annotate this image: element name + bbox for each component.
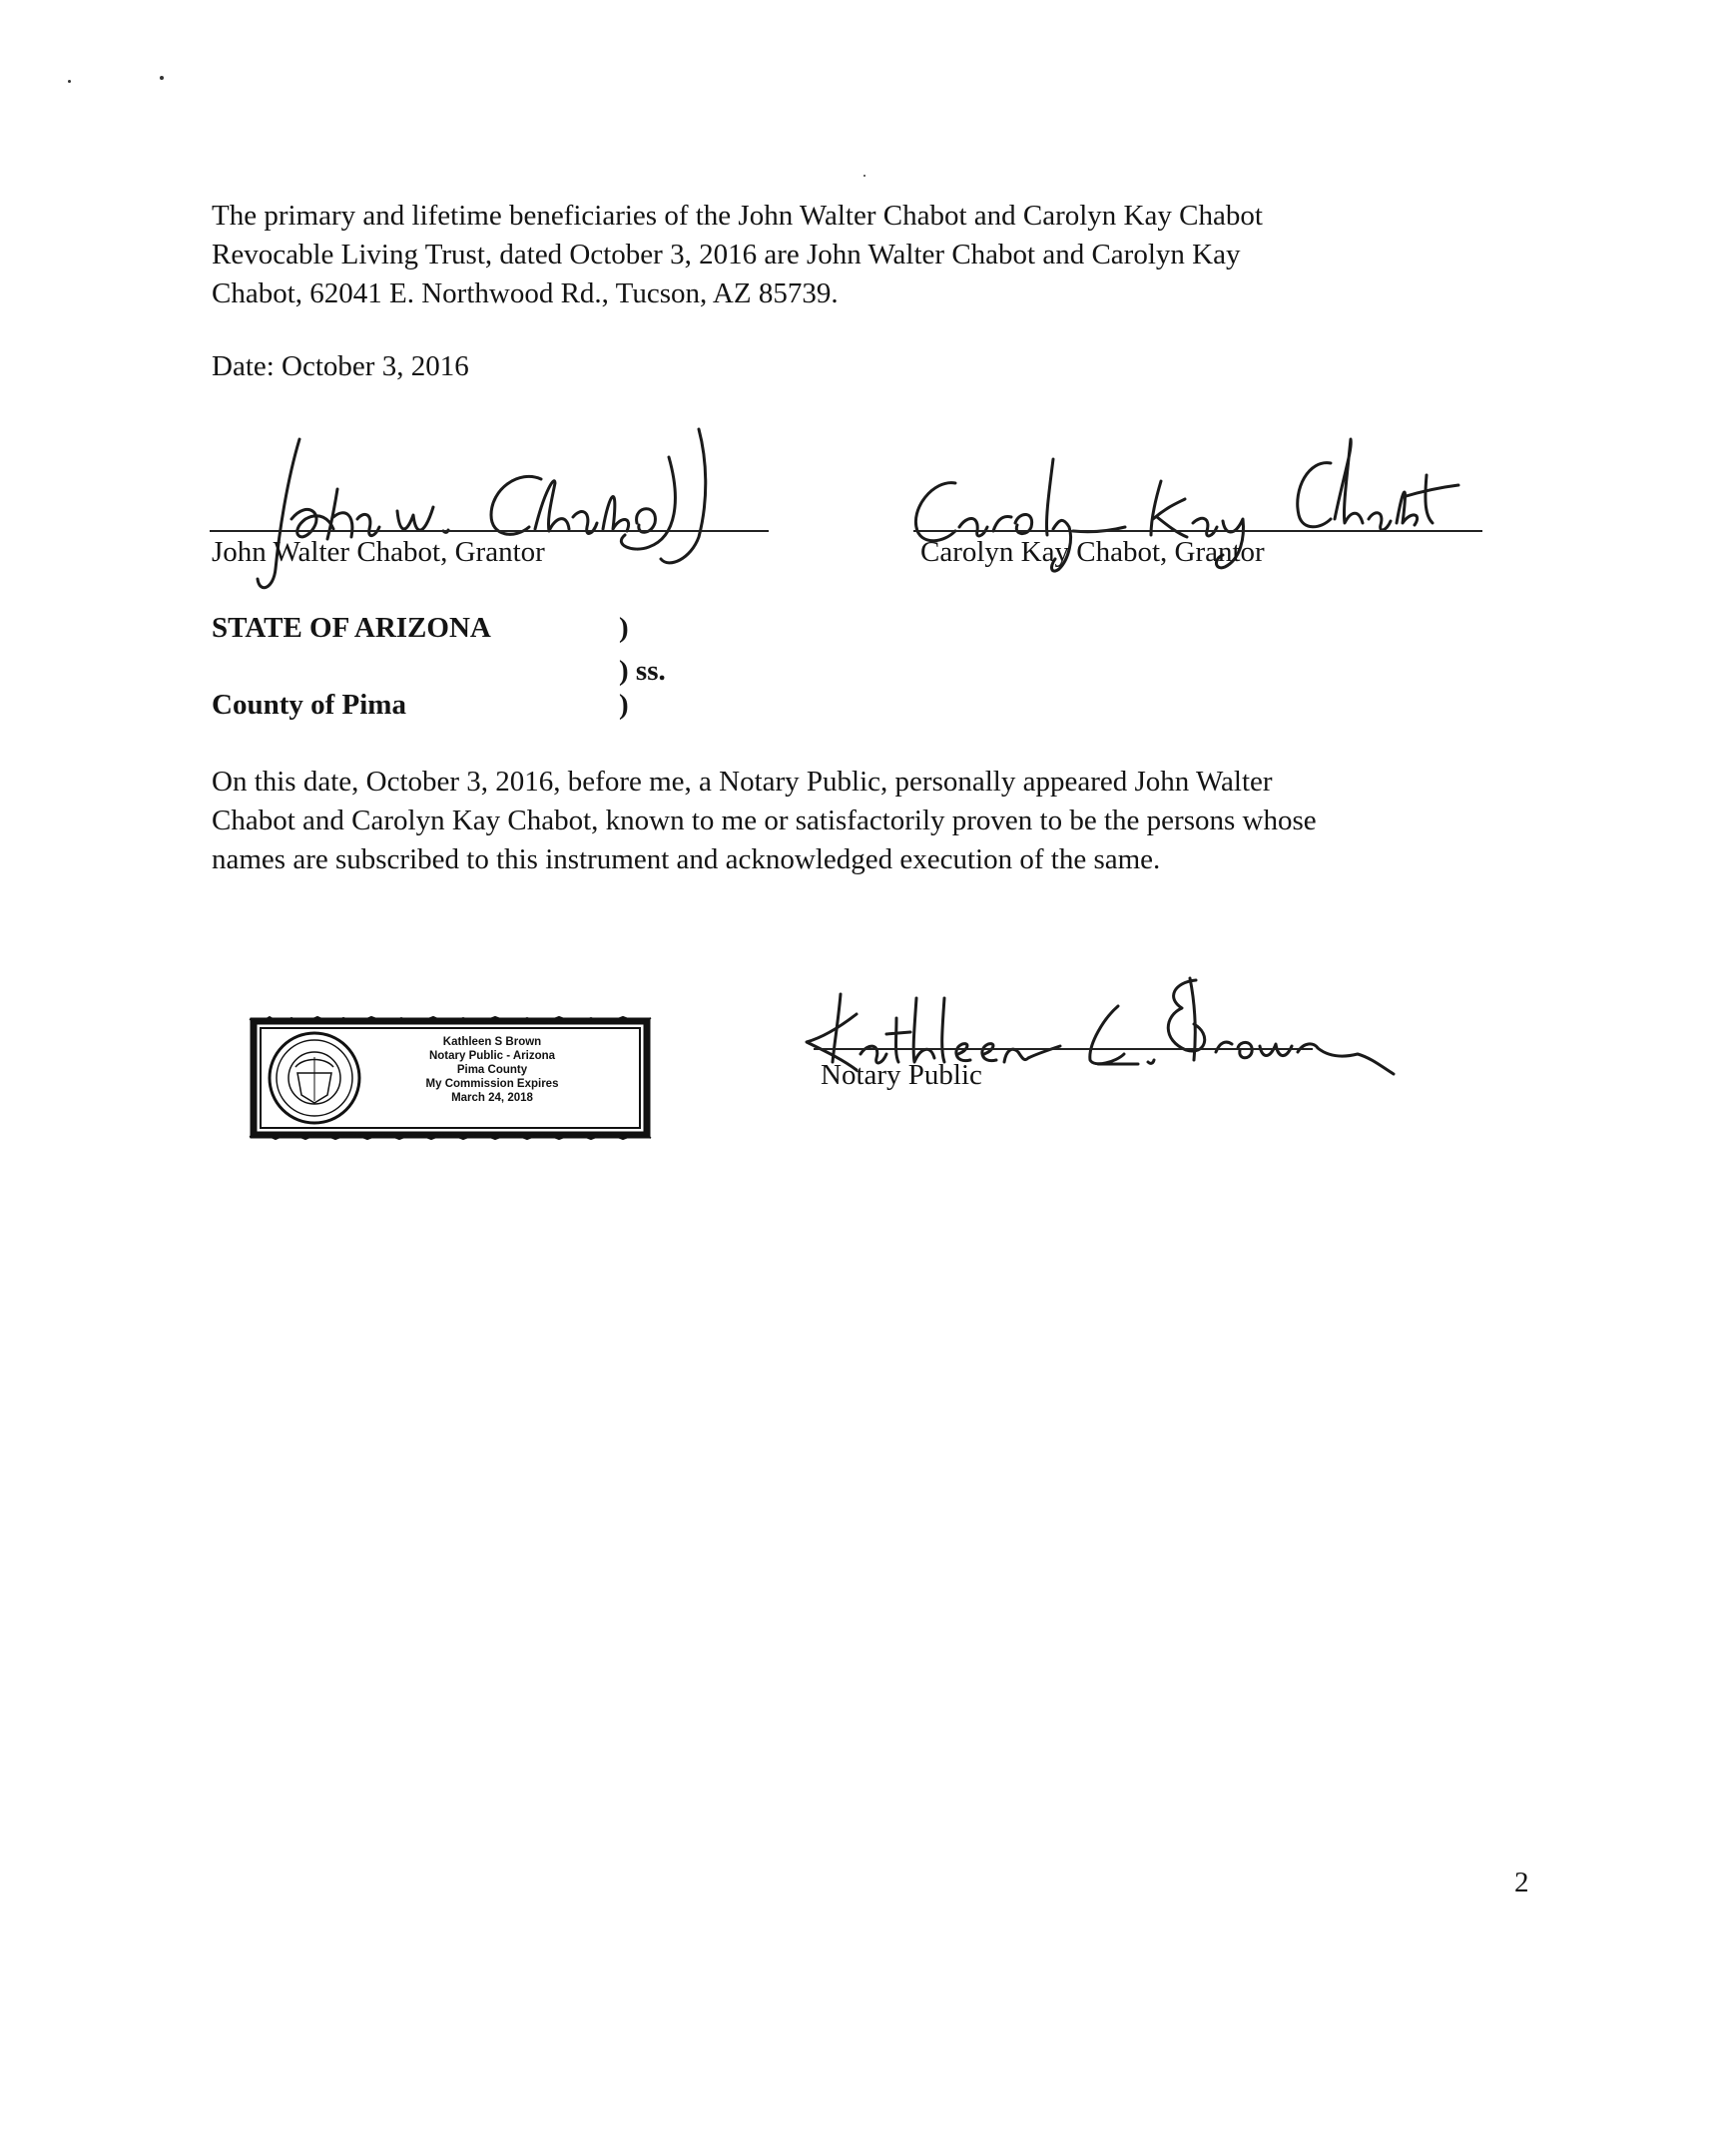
- scan-speck: [160, 76, 164, 80]
- stamp-line: March 24, 2018: [451, 1092, 533, 1104]
- stamp-line: Kathleen S Brown: [442, 1036, 542, 1048]
- acknowledgment-paragraph: [212, 763, 1317, 879]
- notary-caption: Notary Public: [821, 1059, 982, 1091]
- grantor-1-caption: John Walter Chabot, Grantor: [212, 536, 545, 568]
- date-line: [212, 347, 469, 386]
- venue-ss: ) ss.: [619, 655, 666, 687]
- venue-paren: ): [619, 689, 629, 721]
- paragraph-line: Chabot, 62041 E. Northwood Rd., Tucson, AZ 85739.: [212, 277, 839, 309]
- paragraph-line: Chabot and Carolyn Kay Chabot, known to me or satisfactorily proven to be the persons whose: [212, 805, 1317, 836]
- paragraph-line: names are subscribed to this instrument and acknowledged execution of the same.: [212, 843, 1161, 875]
- grantor-2-caption: Carolyn Kay Chabot, Grantor: [920, 536, 1265, 568]
- stamp-line: My Commission Expires: [425, 1078, 559, 1090]
- page-number: 2: [1514, 1867, 1529, 1898]
- scan-speck: [863, 175, 865, 177]
- notary-stamp: [248, 1013, 653, 1143]
- grantor-1-signature-line: [210, 530, 769, 532]
- scan-speck: [68, 80, 71, 83]
- paragraph-line: The primary and lifetime beneficiaries of the John Walter Chabot and Carolyn Kay Chabot: [212, 200, 1263, 232]
- stamp-line: Notary Public - Arizona: [428, 1050, 556, 1062]
- venue-county: County of Pima: [212, 689, 406, 721]
- paragraph-line: On this date, October 3, 2016, before me, a Notary Public, personally appeared John Walter: [212, 766, 1273, 798]
- stamp-line: Pima County: [456, 1064, 528, 1076]
- grantor-2-signature-line: [913, 530, 1482, 532]
- beneficiaries-paragraph: [212, 197, 1263, 313]
- venue-paren: ): [619, 612, 629, 644]
- date-text: Date: October 3, 2016: [212, 350, 469, 382]
- venue-state: STATE OF ARIZONA: [212, 612, 491, 644]
- paragraph-line: Revocable Living Trust, dated October 3, 2016 are John Walter Chabot and Carolyn Kay: [212, 239, 1241, 270]
- stamp-text: [377, 1035, 607, 1105]
- notary-signature-line: [814, 1048, 1313, 1050]
